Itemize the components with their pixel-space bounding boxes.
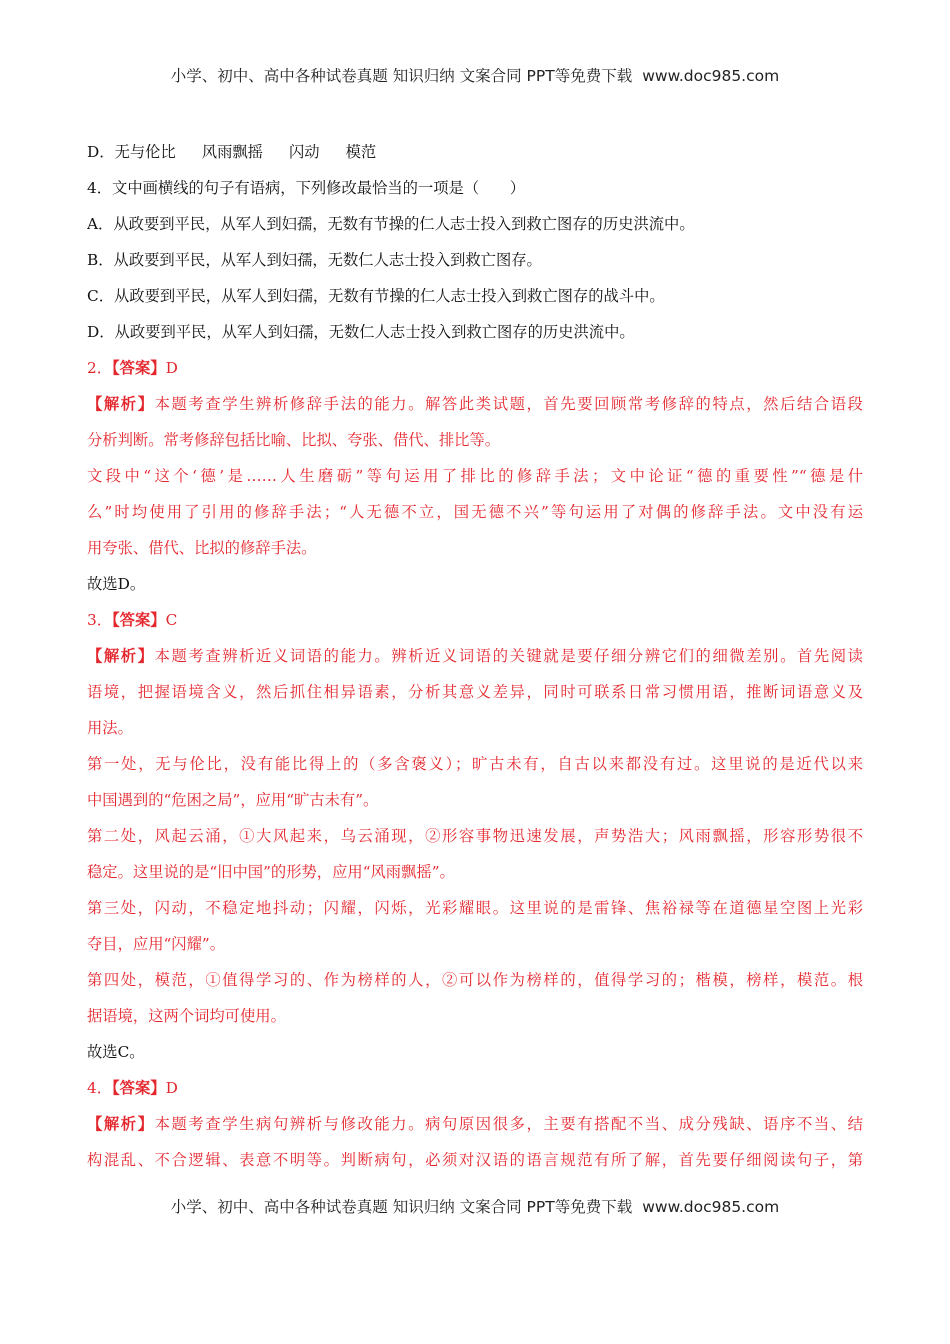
analysis-3-line-4: 第一处，无与伦比，没有能比得上的（多含褒义）；旷古未有，自古以来都没有过。这里说的是近代以来 bbox=[87, 755, 863, 773]
analysis-3-line-5: 中国遇到的“危困之局”，应用“旷古未有”。 bbox=[87, 791, 379, 809]
q4-option-a: A．从政要到平民，从军人到妇孺，无数有节操的仁人志士投入到救亡图存的历史洪流中。 bbox=[87, 215, 695, 233]
analysis-text: 本题考查学生辨析修辞手法的能力。解答此类试题，首先要回顾常考修辞的特点，然后结合语段 bbox=[154, 395, 863, 413]
analysis-4-line-2: 构混乱、不合逻辑、表意不明等。判断病句，必须对汉语的语言规范有所了解，首先要仔细阅读句子，第 bbox=[87, 1151, 863, 1169]
page-footer bbox=[0, 1195, 950, 1217]
answer-letter: C bbox=[165, 611, 178, 629]
analysis-4-line-1 bbox=[87, 1106, 863, 1142]
answer-2-heading bbox=[87, 350, 863, 386]
option-word-3: 闪动 bbox=[288, 143, 320, 161]
answer-3-heading bbox=[87, 602, 863, 638]
document-body bbox=[87, 134, 863, 1178]
analysis-2-line-5: 用夸张、借代、比拟的修辞手法。 bbox=[87, 539, 317, 557]
answer-number: 3． bbox=[87, 611, 113, 629]
analysis-label: 【解析】 bbox=[87, 647, 155, 665]
header-url[interactable]: www.doc985.com bbox=[642, 67, 780, 85]
q4-option-d: D．从政要到平民，从军人到妇孺，无数仁人志士投入到救亡图存的历史洪流中。 bbox=[87, 323, 635, 341]
analysis-label: 【解析】 bbox=[87, 395, 155, 413]
answer-number: 2． bbox=[87, 359, 113, 377]
answer-number: 4． bbox=[87, 1079, 113, 1097]
analysis-3-line-3: 用法。 bbox=[87, 719, 133, 737]
header-text: 小学、初中、高中各种试卷真题 知识归纳 文案合同 PPT等免费下载 bbox=[170, 67, 633, 85]
analysis-2-conclusion: 故选D。 bbox=[87, 575, 146, 593]
analysis-3-line-11: 据语境，这两个词均可使用。 bbox=[87, 1007, 286, 1025]
answer-tag: 【答案】 bbox=[112, 611, 166, 629]
q4-option-b: B．从政要到平民，从军人到妇孺，无数仁人志士投入到救亡图存。 bbox=[87, 251, 542, 269]
analysis-3-conclusion: 故选C。 bbox=[87, 1043, 145, 1061]
analysis-3-line-9: 夺目，应用“闪耀”。 bbox=[87, 935, 226, 953]
analysis-text: 本题考查学生病句辨析与修改能力。病句原因很多，主要有搭配不当、成分残缺、语序不当、结 bbox=[154, 1115, 863, 1133]
q4-stem: 4．文中画横线的句子有语病，下列修改最恰当的一项是（ ） bbox=[87, 179, 526, 197]
analysis-3-line-1 bbox=[87, 638, 863, 674]
analysis-3-line-7: 稳定。这里说的是“旧中国”的形势，应用“风雨飘摇”。 bbox=[87, 863, 455, 881]
analysis-3-line-6: 第二处，风起云涌，①大风起来，乌云涌现，②形容事物迅速发展，声势浩大；风雨飘摇，形容形势很不 bbox=[87, 827, 863, 845]
answer-tag: 【答案】 bbox=[112, 359, 166, 377]
option-word-2: 风雨飘摇 bbox=[201, 143, 263, 161]
option-word-4: 模范 bbox=[345, 143, 377, 161]
footer-url[interactable]: www.doc985.com bbox=[642, 1198, 780, 1216]
option-letter: D． bbox=[87, 143, 115, 161]
analysis-3-line-2: 语境，把握语境含义，然后抓住相异语素，分析其意义差异，同时可联系日常习惯用语，推断词语意义及 bbox=[87, 683, 863, 701]
analysis-2-line-2: 分析判断。常考修辞包括比喻、比拟、夸张、借代、排比等。 bbox=[87, 431, 501, 449]
analysis-2-line-1 bbox=[87, 386, 863, 422]
analysis-label: 【解析】 bbox=[87, 1115, 155, 1133]
page-header bbox=[0, 64, 950, 86]
q3-option-d bbox=[87, 134, 863, 170]
option-word-1: 无与伦比 bbox=[114, 143, 176, 161]
analysis-2-line-4: 么”时均使用了引用的修辞手法；“人无德不立，国无德不兴”等句运用了对偶的修辞手法。文中没有运 bbox=[87, 503, 863, 521]
analysis-3-line-10: 第四处，模范，①值得学习的、作为榜样的人，②可以作为榜样的，值得学习的；楷模，榜样，模范。根 bbox=[87, 971, 863, 989]
analysis-text: 本题考查辨析近义词语的能力。辨析近义词语的关键就是要仔细分辨它们的细微差别。首先阅读 bbox=[154, 647, 863, 665]
analysis-2-line-3: 文段中“这个‘德’是……人生磨砺”等句运用了排比的修辞手法；文中论证“德的重要性”“德是什 bbox=[87, 467, 863, 485]
answer-letter: D bbox=[165, 1079, 178, 1097]
q4-option-c: C．从政要到平民，从军人到妇孺，无数有节操的仁人志士投入到救亡图存的战斗中。 bbox=[87, 287, 665, 305]
answer-tag: 【答案】 bbox=[112, 1079, 166, 1097]
answer-4-heading bbox=[87, 1070, 863, 1106]
footer-text: 小学、初中、高中各种试卷真题 知识归纳 文案合同 PPT等免费下载 bbox=[170, 1198, 633, 1216]
analysis-3-line-8: 第三处，闪动，不稳定地抖动；闪耀，闪烁，光彩耀眼。这里说的是雷锋、焦裕禄等在道德星空图上光彩 bbox=[87, 899, 863, 917]
answer-letter: D bbox=[165, 359, 178, 377]
